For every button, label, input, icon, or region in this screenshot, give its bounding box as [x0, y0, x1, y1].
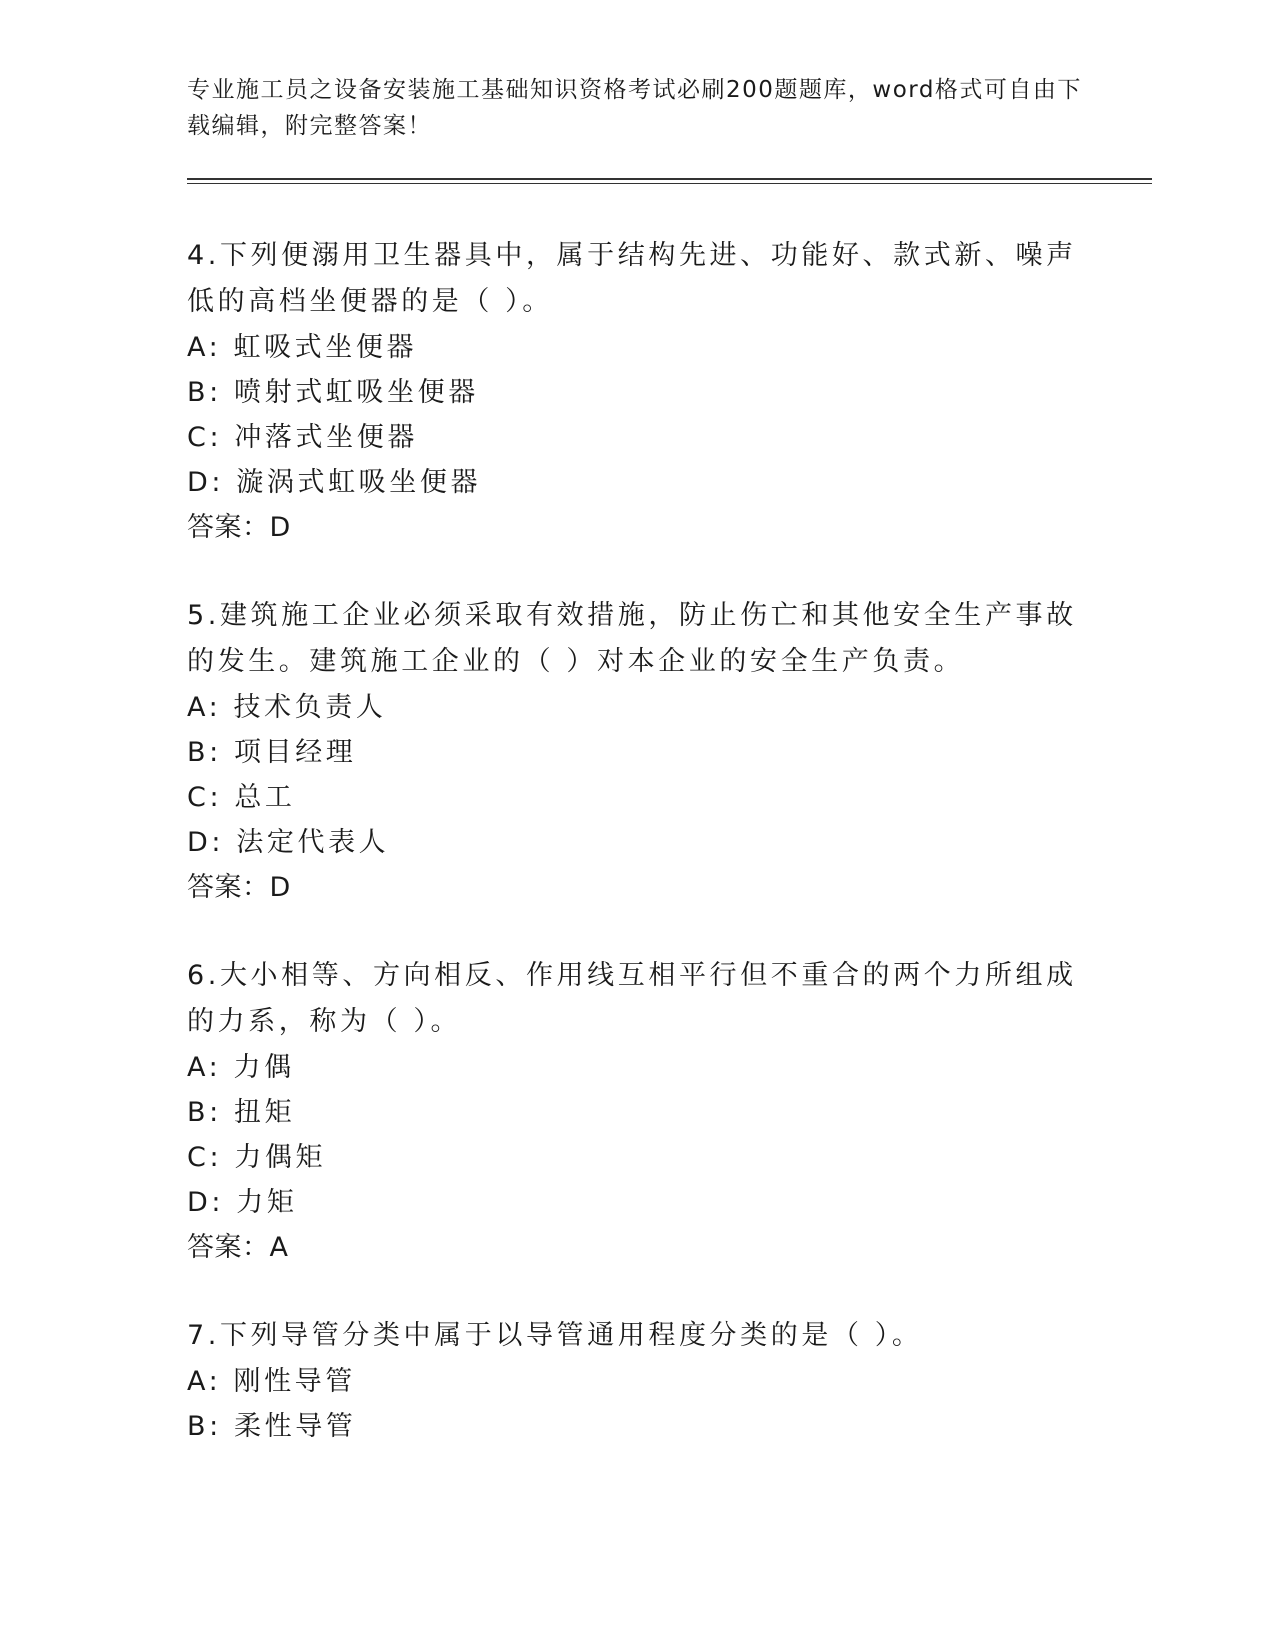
header-divider-thin [187, 183, 1152, 184]
question-6 [187, 953, 1087, 1271]
question-text: 5.建筑施工企业必须采取有效措施，防止伤亡和其他安全生产事故的发生。建筑施工企业的（ ）对本企业的安全生产负责。 [187, 600, 1077, 677]
option-a: A: 力偶 [187, 1052, 295, 1083]
question-5 [187, 593, 1087, 911]
question-7 [187, 1313, 1087, 1449]
answer-text: 答案：A [187, 1232, 289, 1263]
option-a: A: 虹吸式坐便器 [187, 332, 418, 363]
option-a: A: 技术负责人 [187, 692, 387, 723]
option-b: B: 扭矩 [187, 1097, 296, 1128]
question-text: 4.下列便溺用卫生器具中，属于结构先进、功能好、款式新、噪声低的高档坐便器的是（ ）。 [187, 240, 1077, 317]
option-a: A: 刚性导管 [187, 1366, 356, 1397]
answer-text: 答案：D [187, 872, 291, 903]
option-c: C: 冲落式坐便器 [187, 422, 418, 453]
question-list [187, 233, 1087, 1491]
option-b: B: 柔性导管 [187, 1411, 357, 1442]
answer-text: 答案：D [187, 512, 291, 543]
option-d: D: 力矩 [187, 1187, 298, 1218]
option-b: B: 项目经理 [187, 737, 357, 768]
question-text: 7.下列导管分类中属于以导管通用程度分类的是（ ）。 [187, 1320, 923, 1351]
option-c: C: 力偶矩 [187, 1142, 327, 1173]
option-d: D: 漩涡式虹吸坐便器 [187, 467, 482, 498]
question-4 [187, 233, 1087, 551]
document-header: 专业施工员之设备安装施工基础知识资格考试必刷200题题库，word格式可自由下载编辑，附完整答案！ [187, 77, 1082, 139]
header-divider-thick [187, 178, 1152, 180]
option-d: D: 法定代表人 [187, 827, 390, 858]
option-b: B: 喷射式虹吸坐便器 [187, 377, 479, 408]
option-c: C: 总工 [187, 782, 296, 813]
question-text: 6.大小相等、方向相反、作用线互相平行但不重合的两个力所组成的力系，称为（ ）。 [187, 960, 1077, 1037]
